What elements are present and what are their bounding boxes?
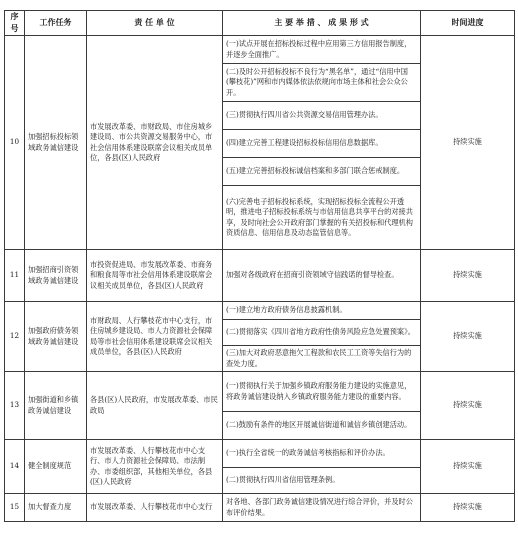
row-unit: 市发展改革委、人行攀枝花市中心支行 [87,494,223,522]
row-num: 11 [5,250,25,302]
header-progress: 时间进度 [421,11,515,36]
row-task: 加强招标投标领域政务诚信建设 [25,36,87,250]
row-measure: (一)执行全省统一的政务诚信考核指标和评价办法。 [223,440,421,468]
row-num: 10 [5,36,25,250]
row-num: 14 [5,440,25,494]
row-measure: 对各地、各部门政务诚信建设情况进行综合评价，并及时公布评价结果。 [223,494,421,522]
row-num: 15 [5,494,25,522]
table-header-row [5,11,515,36]
task-table [4,10,515,522]
row-measure: (二)及时公开招标投标不良行为“黑名单”，通过“信用中国(攀枝花)”网和市内媒体依法依规向市场主体和社会公众公开。 [223,64,421,102]
header-unit: 责 任 单 位 [87,11,223,36]
row-progress: 持续实施 [421,372,515,440]
row-unit: 市财政局、人行攀枝花市中心支行，市住房城乡建设局、市人力资源社会保障局等市社会信用体系建设联席会议相关成员单位，各县(区)人民政府 [87,302,223,372]
row-task: 健全制度规范 [25,440,87,494]
row-measure: (二)贯彻落实《四川省地方政府性债务风险应急处置预案》。 [223,320,421,346]
row-measure: (一)贯彻执行关于加强乡镇政府服务能力建设的实施意见，将政务诚信建设纳入乡镇政府服务能力建设的重要内容。 [223,372,421,412]
table-row [5,250,515,302]
row-measure: 加强对各级政府在招商引资领域守信践诺的督导检查。 [223,250,421,302]
row-num: 12 [5,302,25,372]
row-unit: 市发展改革委、人行攀枝花市中心支行、市人力资源社会保障局、市法制办、市委组织部，其他相关单位，各县(区)人民政府 [87,440,223,494]
row-measure: (六)完善电子招标投标系统，实现招标投标全流程公开透明，推进电子招标投标系统与市信用信息共享平台的对接共享，及时向社会公开政府部门掌握的有关招投标和代理机构资质信息、信用信息及动态监管信息等。 [223,186,421,250]
row-measure: (五)建立完善招标投标诚信档案和多部门联合惩戒制度。 [223,158,421,186]
row-progress: 持续实施 [421,302,515,372]
row-measure: (二)鼓励有条件的地区开展诚信街道和诚信乡镇创建活动。 [223,412,421,440]
row-measure: (一)试点开展在招标投标过程中应用第三方信用报告制度，并逐步全面推广。 [223,36,421,64]
row-measure: (四)建立完善工程建设招标投标信用信息数据库。 [223,130,421,158]
header-measures: 主 要 举 措 、 成 果 形 式 [223,11,421,36]
row-progress: 持续实施 [421,250,515,302]
table-row [5,440,515,468]
row-progress: 持续实施 [421,494,515,522]
table-row [5,36,515,64]
row-measure: (二)贯彻执行四川省信用管理条例。 [223,468,421,494]
row-measure: (三)贯彻执行四川省公共资源交易信用管理办法。 [223,102,421,130]
row-num: 13 [5,372,25,440]
header-num: 序号 [5,11,25,36]
row-progress: 持续实施 [421,36,515,250]
row-progress: 持续实施 [421,440,515,494]
row-task: 加强街道和乡镇政务诚信建设 [25,372,87,440]
row-measure: (一)建立地方政府债务信息披露机制。 [223,302,421,320]
row-unit: 市发展改革委、市财政局、市住房城乡建设局、市公共资源交易服务中心，市社会信用体系建设联席会议相关成员单位，各县(区)人民政府 [87,36,223,250]
table-row [5,372,515,412]
row-measure: (三)加大对政府恶意拖欠工程款和农民工工资等失信行为的查处力度。 [223,346,421,372]
table-row [5,302,515,320]
row-unit: 市投资促进局、市发展改革委、市商务和粮食局等市社会信用体系建设联席会议相关成员单位，各县(区)人民政府 [87,250,223,302]
row-unit: 各县(区)人民政府，市发展改革委、市民政局 [87,372,223,440]
table-row [5,494,515,522]
header-task: 工作任务 [25,11,87,36]
row-task: 加强政府债务领域政务诚信建设 [25,302,87,372]
row-task: 加强招商引资领域政务诚信建设 [25,250,87,302]
row-task: 加大督查力度 [25,494,87,522]
